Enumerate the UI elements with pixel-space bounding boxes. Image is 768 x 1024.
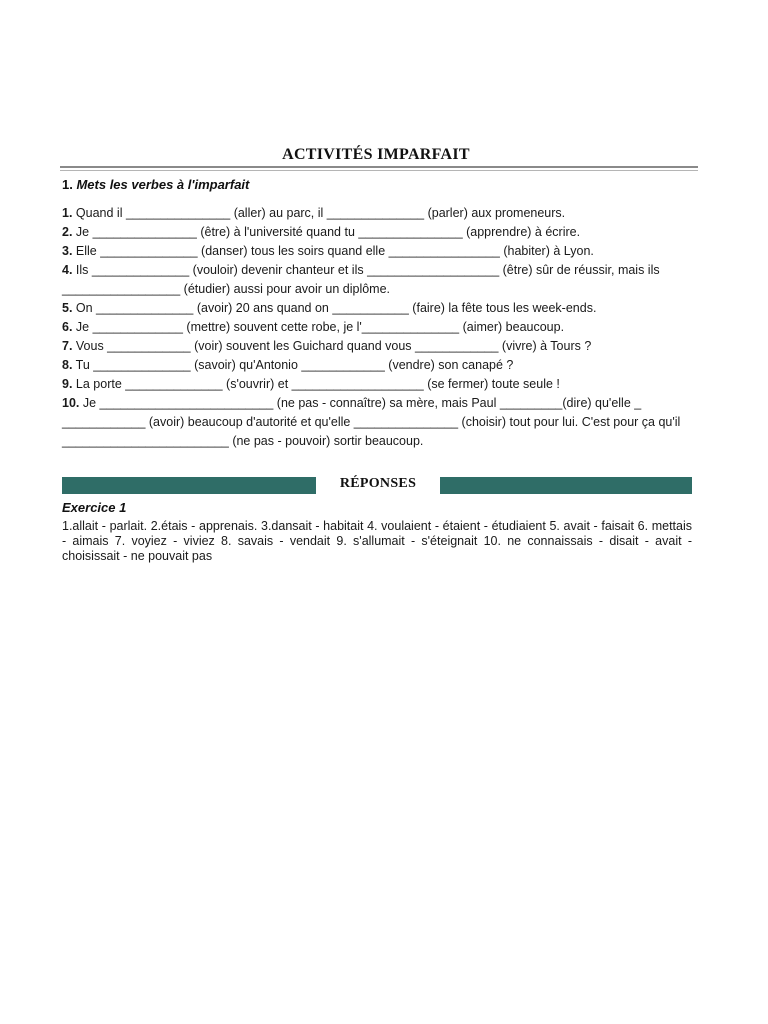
section-heading-text: Mets les verbes à l'imparfait (76, 177, 250, 192)
question-number: 6. (62, 320, 73, 334)
exercise-questions (62, 204, 704, 451)
question-item (62, 299, 704, 318)
question-number: 2. (62, 225, 73, 239)
question-number: 4. (62, 263, 73, 277)
question-item (62, 337, 704, 356)
responses-title: RÉPONSES (339, 476, 417, 491)
question-text: Tu ______________ (savoir) qu'Antonio ____________ (vendre) son canapé ? (72, 358, 514, 372)
question-number: 5. (62, 301, 73, 315)
question-text: On ______________ (avoir) 20 ans quand on ___________ (faire) la fête tous les week-ends. (72, 301, 597, 315)
question-item (62, 375, 704, 394)
question-item (62, 394, 704, 451)
question-text: Je _____________ (mettre) souvent cette robe, je l'______________ (aimer) beaucoup. (72, 320, 565, 334)
question-item (62, 242, 704, 261)
question-text: Quand il _______________ (aller) au parc, il ______________ (parler) aux promeneurs. (72, 206, 566, 220)
question-item (62, 261, 704, 299)
question-text: Ils ______________ (vouloir) devenir chanteur et ils ___________________ (être) sûr de réussir, mais ils _________________ (étudier) aussi pour avoir un diplôme. (62, 263, 660, 296)
answers-text: 1.allait - parlait. 2.étais - apprenais. 3.dansait - habitait 4. voulaient - étaient - étudiaient 5. avait - faisait 6. mettais - aimais 7. voyiez - viviez 8. savais - vendait 9. s'allumait - s'éteignait 10. ne connaissais - disait - avait - choisissait - ne pouvait pas (62, 519, 692, 563)
question-text: Vous ____________ (voir) souvent les Guichard quand vous ____________ (vivre) à Tours ? (72, 339, 592, 353)
exercise-label: Exercice 1 (62, 500, 127, 515)
question-item (62, 204, 704, 223)
question-text: Elle ______________ (danser) tous les soirs quand elle ________________ (habiter) à Lyon. (72, 244, 594, 258)
question-item (62, 356, 704, 375)
question-number: 3. (62, 244, 73, 258)
section-heading (62, 177, 249, 192)
responses-bar-right (440, 477, 692, 494)
question-number: 7. (62, 339, 73, 353)
question-number: 1. (62, 206, 73, 220)
question-number: 8. (62, 358, 73, 372)
question-item (62, 223, 704, 242)
section-number: 1. (62, 177, 73, 192)
question-text: Je _______________ (être) à l'université quand tu _______________ (apprendre) à écrire. (72, 225, 581, 239)
title-divider (60, 166, 698, 168)
title-divider-secondary (60, 170, 698, 171)
responses-bar-left (62, 477, 316, 494)
document-title: ACTIVITÉS IMPARFAIT (282, 146, 470, 163)
question-text: La porte ______________ (s'ouvrir) et ___________________ (se fermer) toute seule ! (72, 377, 560, 391)
question-number: 9. (62, 377, 73, 391)
question-text: Je _________________________ (ne pas - connaître) sa mère, mais Paul _________(dire) qu'elle _ ____________ (avoir) beaucoup d'autorité et qu'elle _______________ (choisir) tout pour lui. C'est pour ça qu'il ________________________ (ne pas - pouvoir) sortir beaucoup. (62, 396, 681, 448)
question-number: 10. (62, 396, 80, 410)
question-item (62, 318, 704, 337)
